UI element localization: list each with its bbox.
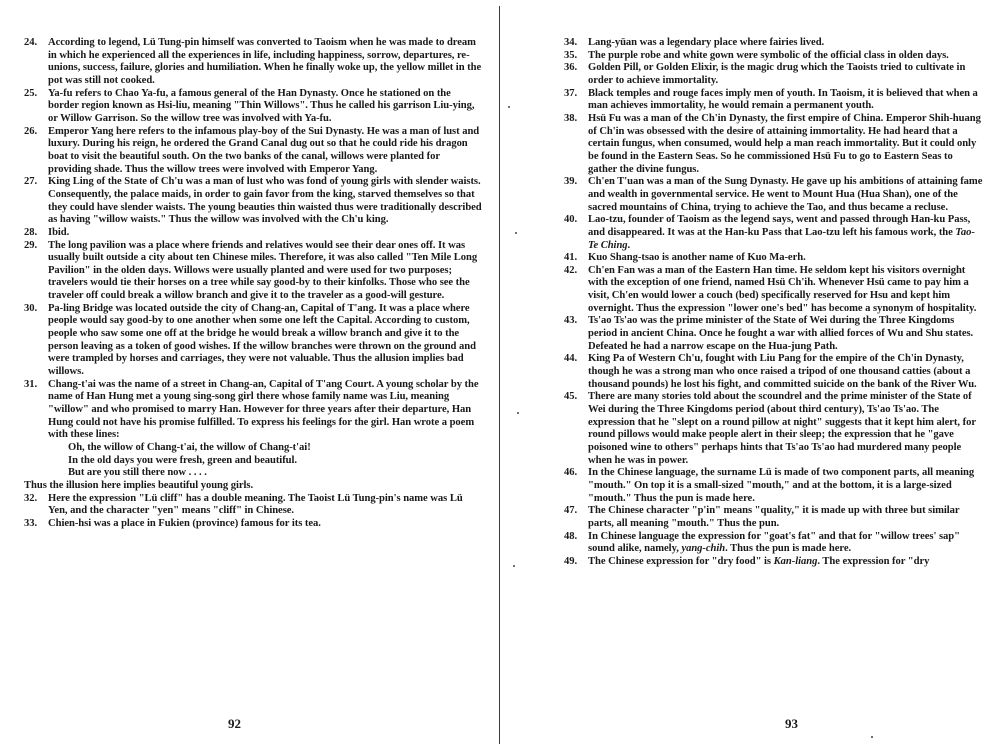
note-number: 48. (564, 530, 578, 542)
note-italic-title: Kan-liang (773, 555, 818, 567)
page-number: 92 (228, 716, 241, 731)
right-page (502, 0, 1000, 750)
page-number: 93 (785, 716, 798, 731)
note-text: Pa-ling Bridge was located outside the city of Chang-an, Capital of T'ang. It was a place where people would say good-by to one another when some one left the Capital. According to custom, people who saw some one off at the bridge he would break a willow branch and give it to the person leaving as a token of good wishes. If the willow branches were thrown on the ground and were trampled by horses and carriages, they were not valuable. Thus the allusion implies bad willows. (48, 302, 476, 378)
note-text: Lang-yüan was a legendary place where fairies lived. (588, 37, 825, 48)
note-item (24, 379, 484, 493)
note-item (564, 315, 984, 353)
note-number: 39. (564, 176, 578, 188)
note-text: The Chinese expression for "dry food" is (588, 555, 774, 567)
note-item (24, 126, 484, 177)
note-closing-line: Thus the illusion here implies beautiful young girls. (24, 479, 254, 491)
note-number: 33. (24, 517, 38, 529)
note-number: 28. (24, 226, 38, 238)
note-text: The Chinese character "p'in" means "quality," it is made up with three but similar parts, all meaning "mouth." Thus the pun. (588, 505, 960, 529)
right-notes-list (564, 37, 984, 569)
scan-speck (513, 565, 515, 567)
note-number: 38. (564, 112, 578, 124)
note-text: There are many stories told about the scoundrel and the prime minister of the State of Wei during the Three Kingdoms period (about third century), Ts'ao Ts'ao. The expression that he "slept on a round pillow at night" suggests that it kept him alert, for round pillows would make people alert in their sleep; the expression that he "gave poisoned wine to others" perhaps hints that Ts'ao Ts'ao had murdered many people when he was in power. (588, 391, 976, 466)
note-text: In Chinese language the expression for "goat's fat" and that for "willow trees' sap" sound alike, namely, (588, 530, 960, 555)
note-text: Chien-hsi was a place in Fukien (province) famous for its tea. (48, 517, 321, 529)
note-item (24, 493, 484, 518)
note-text: Hsü Fu was a man of the Ch'in Dynasty, the first empire of China. Emperor Shih-huang of Ch'in was obsessed with the desire of attaining immortality. He had heard that a certain fungus, when consumed, would help a man reach immortality. But it could only be found in the Eastern Seas. So he commissioned Hsü Fu to go to Eastern Seas to gather the divine fungus. (588, 112, 981, 175)
scan-speck (517, 412, 519, 414)
note-item (564, 353, 984, 391)
note-number: 29. (24, 239, 38, 251)
note-item (564, 391, 984, 467)
note-item (564, 88, 984, 113)
note-text: Kuo Shang-tsao is another name of Kuo Ma-erh. (588, 252, 806, 264)
note-item (564, 113, 984, 176)
note-text: Ya-fu refers to Chao Ya-fu, a famous general of the Han Dynasty. Once he stationed on the border region known as Hsi-liu, meaning "Thin Willows". Thus he called his garrison Liu-ying, or Willow Garrison. So the willow tree was involved with Ya-fu. (48, 87, 475, 124)
scan-speck (871, 736, 873, 738)
note-number: 40. (564, 214, 578, 226)
note-item (24, 518, 484, 531)
note-number: 49. (564, 555, 578, 567)
note-number: 41. (564, 252, 578, 264)
note-text: The purple robe and white gown were symbolic of the official class in olden days. (588, 49, 949, 61)
scan-speck (508, 106, 510, 108)
note-text-continued: . The expression for "dry (817, 555, 930, 567)
note-item (564, 556, 984, 569)
note-number: 46. (564, 467, 578, 479)
note-number: 43. (564, 315, 578, 327)
note-number: 27. (24, 176, 38, 188)
note-item (564, 214, 984, 252)
scan-speck (515, 232, 517, 234)
note-number: 47. (564, 505, 578, 517)
note-italic-title: Tao-Te Ching (588, 226, 975, 251)
note-number: 30. (24, 302, 38, 314)
note-text: Ch'en Fan was a man of the Eastern Han time. He seldom kept his visitors overnight with the exception of one friend, named Hsü Ch'ih. Whenever Hsü came to pay him a visit, Ch'en would lower a couch (bed) specifically reserved for Hsu and kept him overnight. Thus the expression "lower one's bed" has become a synonym of hospitality. (588, 264, 977, 314)
note-text: King Ling of the State of Ch'u was a man of lust who was fond of young girls with slender waists. Consequently, the palace maids, in order to gain favor from the king, starved themselves so that they could have slender waists. The young beauties thin waisted thus were traditionally described as having "willow waists." Thus the willow was involved with the Ch'u king. (48, 176, 482, 226)
note-number: 42. (564, 264, 578, 276)
note-number: 45. (564, 391, 578, 403)
note-number: 35. (564, 49, 578, 61)
verse-line: Oh, the willow of Chang-t'ai, the willow of Chang-t'ai! (68, 442, 311, 453)
note-item (564, 37, 984, 50)
note-text: Ch'en T'uan was a man of the Sung Dynasty. He gave up his ambitions of attaining fame and wealth in governmental service. He went to Mount Hua (Hua Shan), one of the sacred mountains of China, trying to achieve the Tao, and thus became a recluse. (588, 176, 983, 213)
note-number: 24. (24, 37, 38, 48)
verse-line: But are you still there now . . . . (68, 467, 207, 479)
note-item (564, 265, 984, 316)
note-text: Emperor Yang here refers to the infamous play-boy of the Sui Dynasty. He was a man of lust and luxury. During his reign, he ordered the Grand Canal dug out so that he could ride his dragon boat to visit the beautiful south. On the two banks of the canal, willows were planted for providing shade. Thus the willow trees were involved with Emperor Yang. (48, 125, 480, 175)
note-text: Lao-tzu, founder of Taoism as the legend says, went and passed through Han-ku Pass, and disappeared. It was at the Han-ku Pass that Lao-tzu left his famous work, the (588, 214, 971, 238)
note-italic-title: yang-chih (681, 543, 726, 555)
note-item (24, 176, 484, 227)
book-gutter (499, 6, 500, 744)
note-item (564, 505, 984, 530)
note-text: Golden Pill, or Golden Elixir, is the magic drug which the Taoists tried to cultivate in order to achieve immortality. (588, 62, 966, 86)
note-text-continued: . (627, 239, 631, 251)
note-text: King Pa of Western Ch'u, fought with Liu Pang for the empire of the Ch'in Dynasty, though he was a strong man who once raised a tripod of one thousand catties (about a thousand pounds) he lost his fight, and committed suicide on the bank of the River Wu. (588, 353, 977, 390)
note-number: 37. (564, 87, 578, 99)
verse-line: In the old days you were fresh, green and beautiful. (68, 454, 298, 466)
note-number: 25. (24, 87, 38, 99)
note-item (24, 227, 484, 240)
note-number: 34. (564, 37, 578, 48)
note-item (564, 531, 984, 556)
note-text: Ibid. (48, 226, 70, 238)
left-notes-list (24, 37, 484, 531)
note-item (564, 176, 984, 214)
note-number: 36. (564, 62, 578, 74)
note-text: Here the expression "Lü cliff" has a double meaning. The Taoist Lü Tung-pin's name was Lü Yen, and the character "yen" means "cliff" in Chinese. (48, 492, 463, 517)
note-number: 44. (564, 353, 578, 365)
note-text: Ts'ao Ts'ao was the prime minister of the State of Wei during the Three Kingdoms period in ancient China. Once he fought a war with allied forces of Wu and Shu states. Defeated he had a narrow escape on the Hua-jung Path. (588, 315, 974, 352)
note-number: 32. (24, 492, 38, 504)
note-item (564, 62, 984, 87)
note-item (24, 303, 484, 379)
left-page (0, 0, 498, 750)
note-item (24, 88, 484, 126)
note-text-continued: . Thus the pun is made here. (725, 543, 852, 555)
note-number: 31. (24, 378, 38, 390)
note-text: Chang-t'ai was the name of a street in Chang-an, Capital of T'ang Court. A young scholar by the name of Han Hung met a young sing-song girl there whose family name was Liu, meaning "willow" and who promised to marry Han. However for three years after their departure, Han Hung could not have his promise fulfilled. To express his feelings for the girl. Han wrote a poem with these lines: (48, 378, 479, 441)
note-item (564, 252, 984, 265)
note-text: Black temples and rouge faces imply men of youth. In Taoism, it is believed that when a man achieves immortality, he would remain a permanent youth. (588, 87, 978, 112)
note-text: In the Chinese language, the surname Lü is made of two component parts, all meaning "mouth." On top it is a small-sized "mouth," and at the bottom, it is a large-sized "mouth." Thus the pun is made here. (588, 467, 975, 504)
note-item (564, 50, 984, 63)
note-item (24, 37, 484, 88)
note-item (564, 467, 984, 505)
note-item (24, 240, 484, 303)
note-text: The long pavilion was a place where friends and relatives would see their dear ones off. It was usually built outside a city about ten Chinese miles. Therefore, it was also called "Ten Mile Long Pavilion" in the olden days. Willows were usually planted and were used for two purposes; travelers would tie their horses on a tree while say good-by to their kinfolks. Those who see the traveler off could break a willow branch and give it to the traveler as a good-will gesture. (48, 239, 478, 302)
note-number: 26. (24, 125, 38, 137)
note-text: According to legend, Lü Tung-pin himself was converted to Taoism when he was made to dream in which he experienced all the experiences in life, including happiness, sorrow, departures, re-unions, success, failure, glories and humiliation. When he finally woke up, the yellow millet in the pot was still not cooked. (48, 37, 482, 86)
